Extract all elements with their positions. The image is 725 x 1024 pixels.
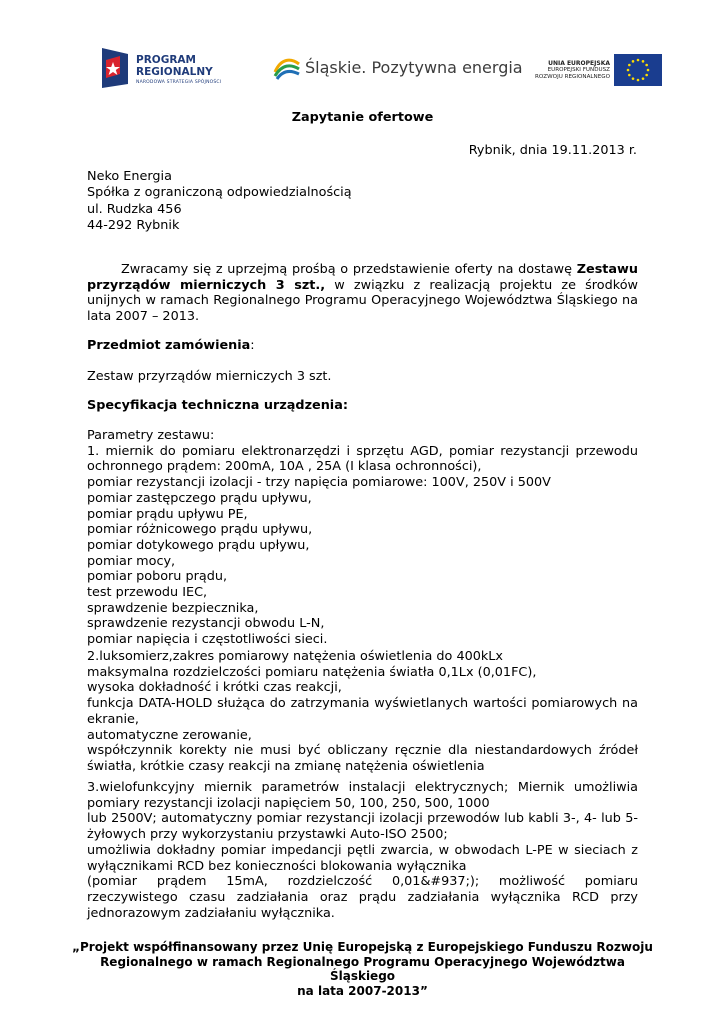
document-title: Zapytanie ofertowe	[291, 110, 434, 125]
intro-bold-product: Zestawu przyrządów mierniczych 3 szt.,	[87, 262, 638, 293]
eu-star-icon	[628, 64, 631, 67]
eu-star-icon	[627, 69, 630, 72]
address-line: ul. Rudzka 456	[87, 201, 182, 217]
params-item-1: 1. miernik do pomiaru elektronarzędzi i sprzętu AGD, pomiar rezystancji przewodu ochronnego prądem: 200mA, 10A , 25A (I klasa ochronności),	[87, 443, 638, 475]
eu-logo-line3: ROZWOJU REGIONALNEGO	[535, 74, 610, 80]
slaskie-logo	[273, 54, 523, 84]
params-line: pomiar dotykowego prądu upływu,	[87, 537, 310, 553]
eu-star-icon	[642, 77, 645, 80]
params-line: pomiar rezystancji izolacji - trzy napięcia pomiarowe: 100V, 250V i 500V	[87, 475, 551, 491]
eu-flag-icon	[614, 54, 662, 86]
multimeter-block	[87, 780, 638, 921]
address-line: Spółka z ograniczoną odpowiedzialnością	[87, 185, 352, 201]
document-date: Rybnik, dnia 19.11.2013 r.	[468, 143, 637, 158]
page-header	[0, 44, 725, 96]
eu-star-icon	[632, 60, 635, 63]
params-line: pomiar napięcia i częstotliwości sieci.	[87, 632, 328, 648]
eu-star-icon	[632, 77, 635, 80]
intro-paragraph	[87, 262, 638, 325]
eu-logo	[528, 54, 668, 88]
eu-star-icon	[628, 74, 631, 77]
slaskie-logo-text: Śląskie. Pozytywna energia	[305, 58, 523, 77]
params-line: pomiar różnicowego prądu upływu,	[87, 522, 313, 538]
eu-star-icon	[642, 60, 645, 63]
eu-star-icon	[637, 79, 640, 82]
page-footer	[70, 940, 655, 998]
params-line: sprawdzenie rezystancji obwodu L-N,	[87, 616, 325, 632]
flag-star-icon	[98, 46, 132, 90]
program-logo-tagline: NARODOWA STRATEGIA SPÓJNOŚCI	[136, 80, 222, 85]
lux-zero-line: automatyczne zerowanie,	[87, 727, 252, 743]
program-regionalny-logo	[98, 44, 238, 92]
order-heading-text: Przedmiot zamówienia	[87, 338, 251, 353]
lux-coef-line: współczynnik korekty nie musi być obliczany ręcznie dla niestandardowych źródeł światła, krótkie czasy reakcji na zmianę natężenia oświetlenia	[87, 743, 638, 774]
eu-logo-line2: EUROPEJSKI FUNDUSZ	[547, 67, 610, 73]
program-logo-line2: REGIONALNY	[136, 66, 213, 78]
footer-line-3: na lata 2007-2013”	[297, 983, 428, 998]
lux-datahold-line: funkcja DATA-HOLD służąca do zatrzymania wyświetlanych wartości pomiarowych na ekranie,	[87, 696, 638, 727]
lux-line: maksymalna rozdzielczości pomiaru natężenia światła 0,1Lx (0,01FC),	[87, 664, 537, 680]
order-heading-colon: :	[250, 338, 255, 353]
spec-heading-text: Specyfikacja techniczna urządzenia:	[87, 398, 348, 413]
recipient-address	[87, 169, 352, 234]
footer-line-2: Regionalnego w ramach Regionalnego Programu Operacyjnego Województwa Śląskiego	[100, 954, 625, 983]
params-block	[87, 428, 638, 648]
multi-text-1: 3.wielofunkcyjny miernik parametrów instalacji elektrycznych; Miernik umożliwia pomiary rezystancji izolacji napięciem 50, 100, 250, 500, 1000	[87, 780, 638, 811]
luxmeter-block	[87, 649, 638, 775]
lux-line: 2.luksomierz,zakres pomiarowy natężenia oświetlenia do 400kLx	[87, 649, 503, 664]
lux-line: wysoka dokładność i krótki czas reakcji,	[87, 680, 342, 696]
eu-star-icon	[645, 64, 648, 67]
params-line: pomiar prądu upływu PE,	[87, 506, 248, 522]
wave-swirl-icon	[273, 54, 301, 80]
spec-heading	[87, 398, 638, 414]
multi-text-4: (pomiar prądem 15mA, rozdzielczość 0,01&#937;); możliwość pomiaru rzeczywistego czasu zadziałania oraz prądu zadziałania wyłącznika RCD przy jednorazowym zadziałaniu wyłącznika.	[87, 874, 638, 921]
intro-text-2: w związku z realizacją projektu ze środków unijnych w ramach Regionalnego Programu Operacyjnego Województwa Śląskiego na lata 2007 – 2013.	[87, 277, 638, 325]
footer-line-1: „Projekt współfinansowany przez Unię Europejską z Europejskiego Funduszu Rozwoju	[72, 940, 653, 954]
address-line: Neko Energia	[87, 169, 172, 184]
params-line: sprawdzenie bezpiecznika,	[87, 600, 259, 616]
address-line: 44-292 Rybnik	[87, 217, 180, 233]
multi-text-2: lub 2500V; automatyczny pomiar rezystancji izolacji przewodów lub kabli 3-, 4- lub 5-żyłowych przy wykorzystaniu przystawki Auto-ISO 2500;	[87, 811, 638, 843]
params-line: pomiar zastępczego prądu upływu,	[87, 490, 312, 506]
program-logo-line1: PROGRAM	[136, 54, 196, 66]
eu-logo-line1: UNIA EUROPEJSKA	[548, 60, 610, 67]
order-subject-item: Zestaw przyrządów mierniczych 3 szt.	[87, 369, 332, 384]
eu-star-icon	[647, 69, 650, 72]
multi-text-3: umożliwia dokładny pomiar impedancji pętli zwarcia, w obwodach L-PE w sieciach z wyłącznikami RCD bez konieczności blokowania wyłącznika	[87, 842, 638, 874]
params-heading: Parametry zestawu:	[87, 428, 215, 443]
eu-star-icon	[637, 59, 640, 62]
intro-text-1: Zwracamy się z uprzejmą prośbą o przedstawienie oferty na dostawę	[121, 262, 577, 277]
params-line: pomiar poboru prądu,	[87, 569, 228, 585]
params-line: test przewodu IEC,	[87, 585, 208, 601]
params-line: pomiar mocy,	[87, 553, 176, 569]
order-subject-heading	[87, 338, 638, 354]
eu-star-icon	[645, 74, 648, 77]
